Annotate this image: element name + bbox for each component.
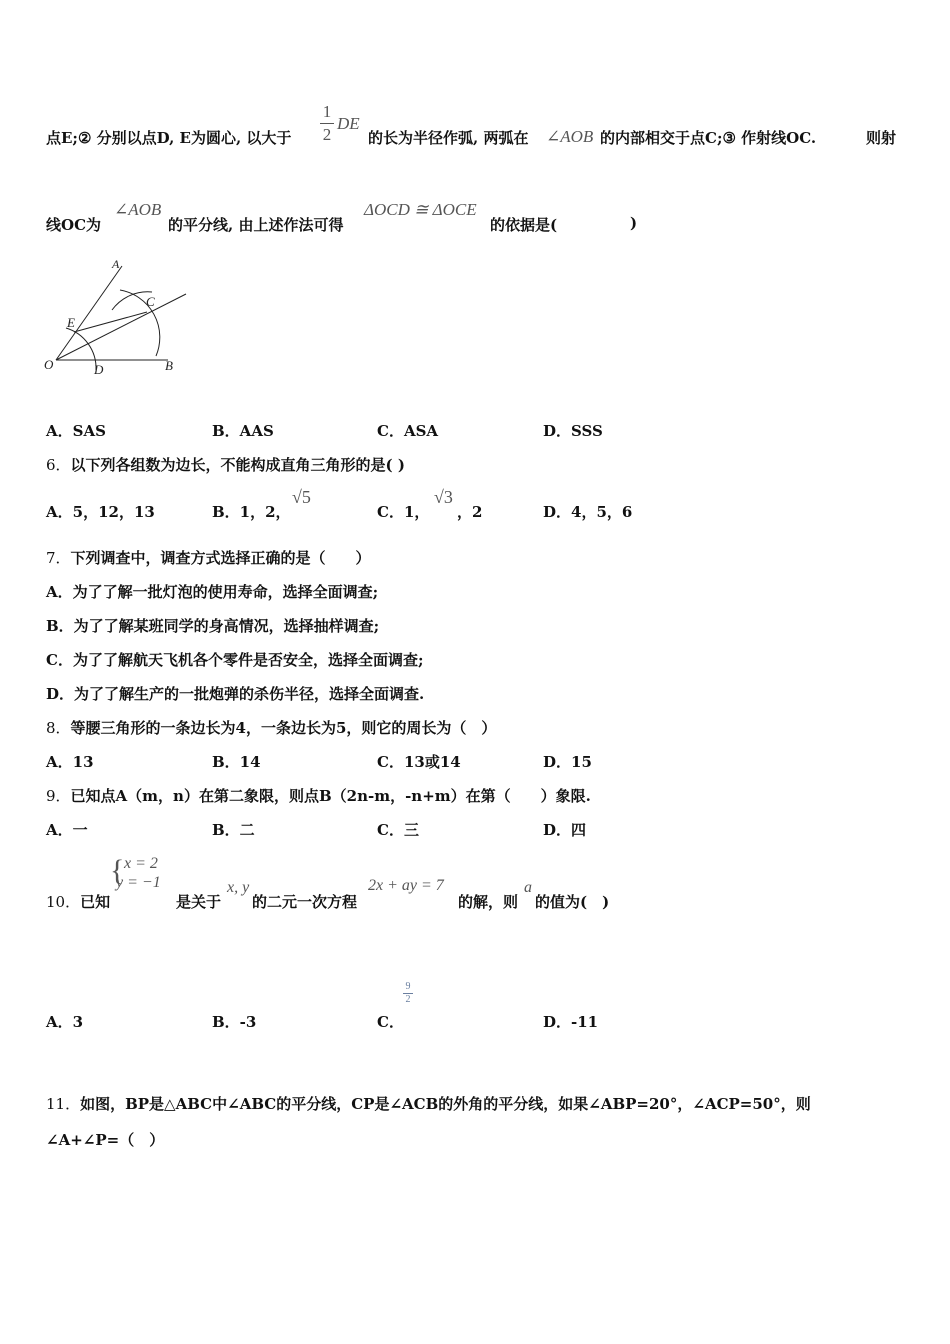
q6-option-b-root: √5 [292, 487, 311, 507]
q8-option-d[interactable]: D．15 [543, 753, 592, 771]
q10-system-brace: { [110, 854, 125, 887]
q5-text-line2-part2: 的平分线, 由上述作法可得 [168, 216, 344, 234]
q6-option-c-text: C．1， [377, 503, 430, 521]
segment-ec [74, 312, 147, 332]
label-c: C [146, 294, 155, 309]
q5-fraction [320, 102, 334, 145]
ray-oa [56, 266, 122, 360]
q7-stem: 下列调查中，调查方式选择正确的是（ ） [70, 549, 371, 567]
q5-frac-denominator: 2 [322, 125, 332, 144]
q9-stem: 已知点A（m，n）在第二象限，则点B（2n-m，-n+m）在第（ ）象限. [70, 787, 591, 805]
q7-option-c[interactable]: C．为了了解航天飞机各个零件是否安全，选择全面调查; [46, 651, 424, 669]
arc-ed [66, 328, 96, 370]
q5-text-line2-part1: 线OC为 [46, 216, 102, 234]
q10-stem-a: 已知 [80, 893, 111, 911]
q10-number: 10． [46, 893, 81, 911]
q10-option-c[interactable]: C． [377, 1013, 404, 1031]
q7-option-d[interactable]: D．为了了解生产的一批炮弹的杀伤半径，选择全面调查. [46, 685, 425, 703]
q10-stem-e: 的值为( ) [535, 893, 610, 911]
q5-option-b[interactable]: B．AAS [212, 422, 274, 440]
q10-system-eq1: x = 2 [124, 855, 158, 872]
q5-text-line2-part3: 的依据是( [490, 216, 558, 234]
q8-option-b[interactable]: B．14 [212, 753, 261, 771]
q7-option-a[interactable]: A．为了了解一批灯泡的使用寿命，选择全面调查; [46, 583, 379, 601]
q10-stem-d: 的解，则 [458, 893, 519, 911]
q8-question [46, 717, 496, 738]
q10-option-b[interactable]: B．-3 [212, 1013, 257, 1031]
q6-option-c-root: √3 [434, 487, 453, 507]
q10-equation: 2x + ay = 7 [368, 877, 444, 894]
q5-angle-bisector-figure [40, 252, 200, 380]
q5-frac-var: DE [337, 114, 360, 133]
q11-number: 11． [46, 1095, 81, 1113]
q10-option-c-fraction [403, 982, 413, 1005]
q8-number: 8． [46, 719, 71, 737]
label-e: E [67, 315, 75, 330]
q5-text-line1-part4: 则射 [866, 129, 897, 147]
q5-option-a[interactable]: A．SAS [46, 422, 106, 440]
q10-vars: x, y [227, 879, 250, 896]
label-o: O [44, 357, 54, 372]
q5-line2-angle: ∠AOB [114, 200, 162, 219]
q6-option-a[interactable]: A．5，12，13 [46, 503, 155, 521]
q11-question-line1 [46, 1093, 811, 1114]
q7-number: 7． [46, 549, 71, 567]
q6-option-c-tail: ，2 [457, 503, 483, 521]
q8-option-a[interactable]: A．13 [46, 753, 94, 771]
q8-option-c[interactable]: C．13或14 [377, 753, 461, 771]
q6-option-c[interactable] [377, 501, 429, 522]
q5-congruence: ΔOCD ≅ ΔOCE [364, 200, 477, 219]
q9-option-a[interactable]: A．一 [46, 821, 88, 839]
q10-stem-start [46, 891, 110, 912]
q10-option-c-denominator: 2 [405, 994, 411, 1005]
q5-frac-numerator: 1 [322, 102, 332, 121]
q9-number: 9． [46, 787, 71, 805]
q9-option-d[interactable]: D．四 [543, 821, 587, 839]
q9-option-c[interactable]: C．三 [377, 821, 419, 839]
q6-stem: 以下列各组数为边长，不能构成直角三角形的是( ) [70, 456, 405, 474]
q5-angle-aob: ∠AOB [546, 127, 594, 146]
q7-option-b[interactable]: B．为了了解某班同学的身高情况，选择抽样调查; [46, 617, 380, 635]
q10-option-c-numerator: 9 [405, 981, 411, 992]
q8-stem: 等腰三角形的一条边长为4，一条边长为5，则它的周长为（ ） [70, 719, 497, 737]
q9-question [46, 785, 591, 806]
q5-text-line1-part2: 的长为半径作弧, 两弧在 [368, 129, 529, 147]
q10-option-d[interactable]: D．-11 [543, 1013, 599, 1031]
q5-text-line1-part3: 的内部相交于点C;③ 作射线OC. [600, 129, 817, 147]
label-a: A [112, 257, 120, 271]
q5-text-line1-part1: 点E;② 分别以点D, E为圆心, 以大于 [46, 129, 292, 147]
ray-oc [56, 294, 186, 360]
q6-option-d[interactable]: D．4，5，6 [543, 503, 633, 521]
q6-question [46, 454, 405, 475]
q11-question-line2: ∠A+∠P=（ ） [46, 1131, 165, 1149]
q7-question [46, 547, 371, 568]
q6-option-b[interactable] [212, 501, 291, 522]
q10-stem-b: 是关于 [176, 893, 222, 911]
q6-number: 6． [46, 456, 71, 474]
q5-option-d[interactable]: D．SSS [543, 422, 603, 440]
q5-option-c[interactable]: C．ASA [377, 422, 439, 440]
q10-stem-c: 的二元一次方程 [252, 893, 358, 911]
q10-system-eq2: y = −1 [116, 874, 161, 891]
label-d: D [94, 362, 104, 377]
q10-option-a[interactable]: A．3 [46, 1013, 84, 1031]
q5-text-line2-part4: ) [630, 214, 638, 232]
q11-stem-line1: 如图，BP是△ABC中∠ABC的平分线，CP是∠ACB的外角的平分线，如果∠ABP=20°，∠ACP=50°，则 [80, 1095, 811, 1113]
label-b: B [165, 358, 173, 373]
q9-option-b[interactable]: B．二 [212, 821, 255, 839]
q10-var-a: a [524, 879, 532, 896]
q6-option-b-text: B．1，2， [212, 503, 291, 521]
